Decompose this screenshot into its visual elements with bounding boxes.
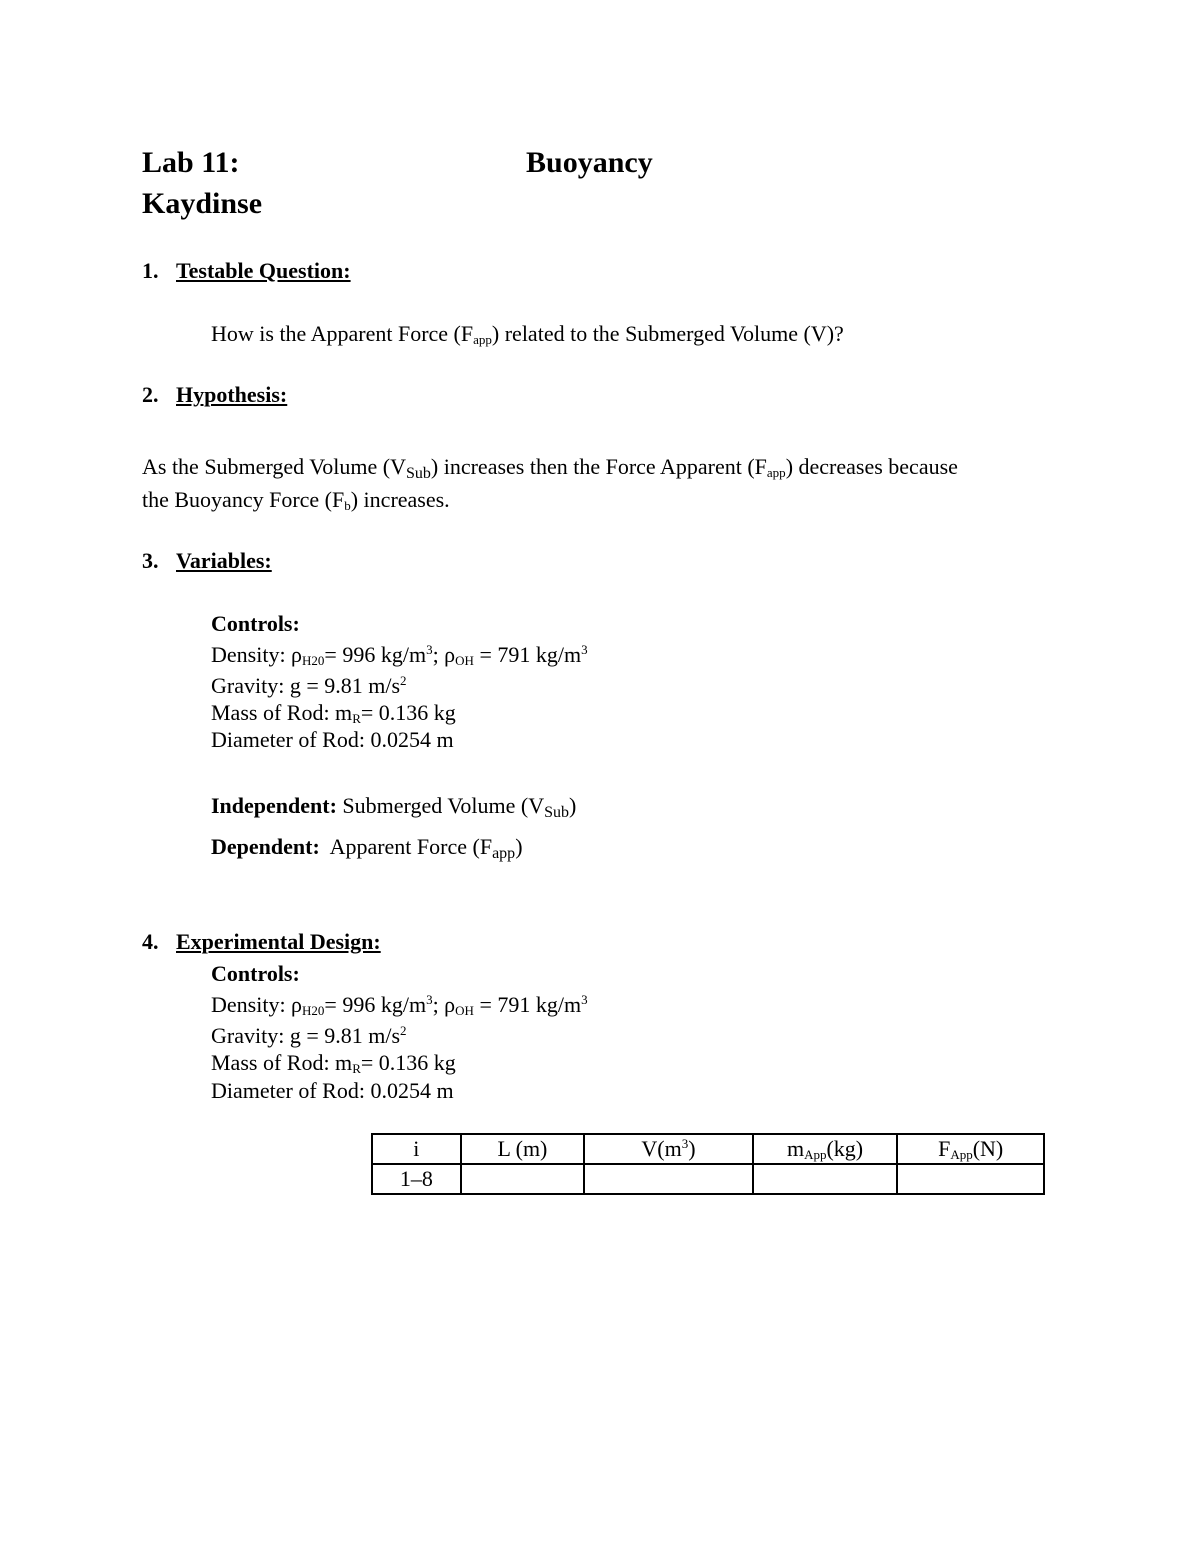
variables-mass: Mass of Rod: $m_R= 0.136$ kg — [211, 700, 456, 726]
table-cell: 1–8 — [372, 1164, 461, 1194]
design-diameter: Diameter of Rod: 0.0254 m — [211, 1078, 454, 1103]
header-cell-force-apparent: $F_{App}(N)$ — [897, 1134, 1044, 1164]
dependent-variable: Dependent: Apparent Force $(F_{app})$ — [211, 834, 523, 862]
table-cell — [897, 1164, 1044, 1194]
lab-topic: Buoyancy — [526, 146, 653, 179]
hypothesis-line-2: the Buoyancy Force $(F_b)$ increases. — [142, 487, 450, 513]
table-cell — [584, 1164, 752, 1194]
hypothesis-line-1: As the Submerged Volume $(V_{Sub})$ increases then the Force Apparent $(F_{app})$ decreases because — [142, 454, 958, 482]
section-hypothesis-heading: 2. Hypothesis: — [142, 382, 288, 407]
variables-controls-heading: Controls: — [211, 611, 300, 636]
variables-gravity: Gravity: g = 9.81 $m/s^2$ — [211, 673, 407, 698]
lab-number: Lab 11: — [142, 146, 240, 179]
header-cell-mass-apparent: $m_{App}(kg)$ — [753, 1134, 898, 1164]
section-design-heading: 4. Experimental Design: — [142, 929, 381, 954]
variables-diameter: Diameter of Rod: 0.0254 m — [211, 727, 454, 752]
header-cell-volume: $V(m^3)$ — [584, 1134, 752, 1164]
table-row — [372, 1164, 1044, 1194]
design-mass: Mass of Rod: $m_R= 0.136$ kg — [211, 1050, 456, 1076]
section-question-heading: 1. Testable Question: — [142, 258, 351, 283]
header-cell-i: i — [372, 1134, 461, 1164]
variables-density: Density: $\rho_{H20}= 996$ $kg/m^3$; $\rho_{OH} = 791$ $kg/m^3$ — [211, 642, 588, 668]
section-variables-heading: 3. Variables: — [142, 548, 272, 573]
table-cell — [753, 1164, 898, 1194]
table-header-row — [372, 1134, 1044, 1164]
design-controls-heading: Controls: — [211, 961, 300, 986]
independent-variable: Independent: Submerged Volume $(V_{Sub})$ — [211, 793, 577, 821]
header-cell-length: L (m) — [461, 1134, 585, 1164]
design-density: Density: $\rho_{H20}= 996$ $kg/m^3$; $\rho_{OH} = 791$ $kg/m^3$ — [211, 992, 588, 1018]
data-table — [371, 1133, 1045, 1195]
design-gravity: Gravity: g = 9.81 $m/s^2$ — [211, 1023, 407, 1048]
question-text: How is the Apparent Force $(F_{app})$ related to the Submerged Volume (V)? — [211, 321, 844, 347]
table-cell — [461, 1164, 585, 1194]
author-name: Kaydinse — [142, 187, 263, 220]
